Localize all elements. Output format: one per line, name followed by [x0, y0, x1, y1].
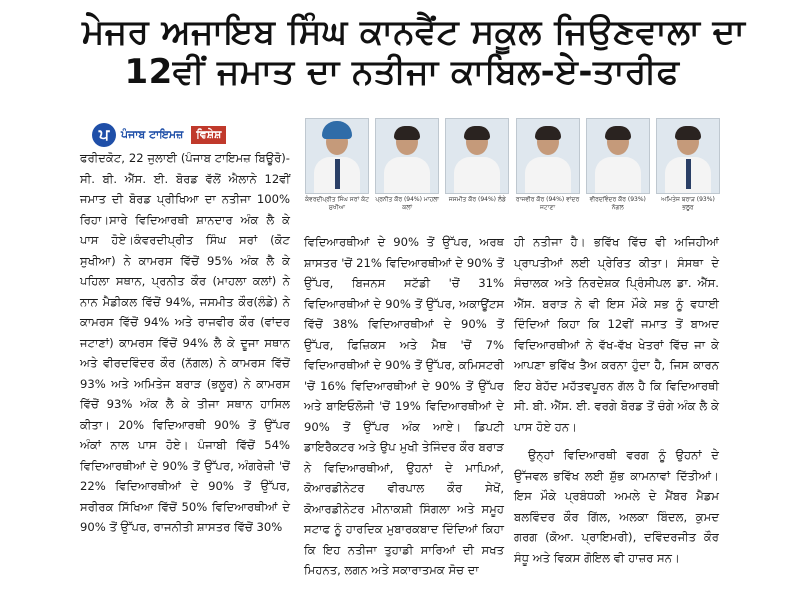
student-card: [656, 118, 720, 218]
article-text: ਉਨ੍ਹਾਂ ਵਿਦਿਆਰਥੀ ਵਰਗ ਨੂੰ ਉਹਨਾਂ ਦੇ ਉੱਜਵਲ ਭਵਿੱਖ ਲਈ ਸ਼ੁੱਭ ਕਾਮਨਾਵਾਂ ਦਿੱਤੀਆਂ। ਇਸ ਮੌਕੇ ਪ੍ਰਬੰਧਕੀ ਅਮਲੇ ਦੇ ਮੈਂਬਰ ਮੈਡਮ ਬਲਵਿੰਦਰ ਕੌਰ ਗਿੱਲ, ਅਲਕਾ ਬਿੰਦਲ, ਕੁਮਦ ਗਰਗ (ਕੋਆ. ਪ੍ਰਾਇਮਰੀ), ਦਵਿੰਦਰਜੀਤ ਕੌਰ ਸੰਧੂ ਅਤੇ ਵਿਕਸ ਗੋਇਲ ਵੀ ਹਾਜ਼ਰ ਸਨ।: [514, 448, 719, 565]
student-photo-icon: [656, 118, 720, 194]
special-badge: ਵਿਸ਼ੇਸ਼: [191, 126, 226, 144]
student-caption: ਅਮਿਤੇਜ ਬਰਾੜ (93%) ਭਲੂਰ: [661, 196, 715, 211]
article-column-1: [80, 148, 290, 538]
article-text: ਫਰੀਦਕੋਟ, 22 ਜੁਲਾਈ (ਪੰਜਾਬ ਟਾਇਮਜ਼ ਬਿਊਰੋ)- ਸੀ. ਬੀ. ਐੱਸ. ਈ. ਬੋਰਡ ਵੱਲੋਂ ਐਲਾਨੇ 12ਵੀਂ ਜਮਾਤ ਦੀ ਬੋਰਡ ਪ੍ਰੀਖਿਆ ਦਾ ਨਤੀਜਾ 100% ਰਿਹਾ।ਸਾਰੇ ਵਿਦਿਆਰਥੀ ਸ਼ਾਨਦਾਰ ਅੰਕ ਲੈ ਕੇ ਪਾਸ ਹੋਏ।ਕੰਵਰਦੀਪ੍ਰੀਤ ਸਿੰਘ ਸਰਾਂ (ਕੋਟ ਸੁਖੀਆ) ਨੇ ਕਾਮਰਸ ਵਿੱਚੋਂ 95% ਅੰਕ ਲੈ ਕੇ ਪਹਿਲਾ ਸਥਾਨ, ਪ੍ਰਨੀਤ ਕੌਰ (ਮਾਹਲਾ ਕਲਾਂ) ਨੇ ਨਾਨ ਮੈਡੀਕਲ ਵਿੱਚੋਂ 94%, ਜਸਮੀਤ ਕੌਰ(ਲੰਡੇ) ਨੇ ਕਾਮਰਸ ਵਿੱਚੋਂ 94% ਅਤੇ ਰਾਜਵੀਰ ਕੌਰ (ਵਾਂਦਰ ਜਟਾਣਾਂ) ਕਾਮਰਸ ਵਿੱਚੋਂ 94% ਲੈ ਕੇ ਦੂਜਾ ਸਥਾਨ ਅਤੇ ਵੀਰਦਵਿੰਦਰ ਕੌਰ (ਨੱਗਲ) ਨੇ ਕਾਮਰਸ ਵਿੱਚੋਂ 93% ਅਤੇ ਅਮਿਤੇਜ ਬਰਾੜ (ਭਲੂਰ) ਨੇ ਕਾਮਰਸ ਵਿੱਚੋਂ 93% ਅੰਕ ਲੈ ਕੇ ਤੀਜਾ ਸਥਾਨ ਹਾਸਿਲ ਕੀਤਾ। 20% ਵਿਦਿਆਰਥੀ 90% ਤੋਂ ਉੱਪਰ ਅੰਕਾਂ ਨਾਲ ਪਾਸ ਹੋਏ। ਪੰਜਾਬੀ ਵਿੱਚੋਂ 54% ਵਿਦਿਆਰਥੀਆਂ ਦੇ 90% ਤੋਂ ਉੱਪਰ, ਅੰਗਰੇਜ਼ੀ 'ਚੋਂ 22% ਵਿਦਿਆਰਥੀਆਂ ਦੇ 90% ਤੋਂ ਉੱਪਰ, ਸਰੀਰਕ ਸਿੱਖਿਆ ਵਿੱਚੋਂ 50% ਵਿਦਿਆਰਥੀਆਂ ਦੇ 90% ਤੋਂ ਉੱਪਰ, ਰਾਜਨੀਤੀ ਸ਼ਾਸਤਰ ਵਿੱਚੋਂ 30%: [80, 151, 290, 534]
newspaper-name: ਪੰਜਾਬ ਟਾਇਮਜ਼: [121, 128, 184, 141]
article-column-3: [514, 232, 719, 568]
newspaper-logo-icon: ਪ: [92, 123, 116, 147]
student-photo-icon: [586, 118, 650, 194]
student-card: [375, 118, 439, 218]
student-card: [516, 118, 580, 218]
student-photo-icon: [516, 118, 580, 194]
student-card: [305, 118, 369, 218]
student-caption: ਪ੍ਰਨੀਤ ਕੌਰ (94%) ਮਾਹਲਾ ਕਲਾਂ: [375, 196, 440, 211]
headline-line-2: 12ਵੀਂ ਜਮਾਤ ਦਾ ਨਤੀਜਾ ਕਾਬਿਲ-ਏ-ਤਾਰੀਫ: [124, 52, 680, 93]
article-column-2: [304, 232, 504, 581]
student-photo-icon: [445, 118, 509, 194]
student-caption: ਜਸਮੀਤ ਕੌਰ (94%) ਲੰਡੇ: [448, 196, 506, 203]
student-caption: ਵੀਰਦਵਿੰਦਰ ਕੌਰ (93%) ਨੱਗਲ: [589, 196, 646, 211]
turban-student-photo-icon: [305, 118, 369, 194]
student-photo-icon: [375, 118, 439, 194]
article-text: ਹੀ ਨਤੀਜਾ ਹੈ। ਭਵਿੱਖ ਵਿੱਚ ਵੀ ਅਜਿਹੀਆਂ ਪ੍ਰਾਪਤੀਆਂ ਲਈ ਪ੍ਰੇਰਿਤ ਕੀਤਾ। ਸੰਸਥਾ ਦੇ ਸੰਚਾਲਕ ਅਤੇ ਨਿਰਦੇਸ਼ਕ ਪ੍ਰਿੰਸੀਪਲ ਡਾ. ਐੱਸ. ਐੱਸ. ਬਰਾੜ ਨੇ ਵੀ ਇਸ ਮੌਕੇ ਸਭ ਨੂੰ ਵਧਾਈ ਦਿੰਦਿਆਂ ਕਿਹਾ ਕਿ 12ਵੀਂ ਜਮਾਤ ਤੋਂ ਬਾਅਦ ਵਿਦਿਆਰਥੀਆਂ ਨੇ ਵੱਖ-ਵੱਖ ਖੇਤਰਾਂ ਵਿੱਚ ਜਾ ਕੇ ਆਪਣਾ ਭਵਿੱਖ ਤੈਅ ਕਰਨਾ ਹੁੰਦਾ ਹੈ, ਜਿਸ ਕਾਰਨ ਇਹ ਬੇਹੱਦ ਮਹੱਤਵਪੂਰਨ ਗੱਲ ਹੈ ਕਿ ਵਿਦਿਆਰਥੀ ਸੀ. ਬੀ. ਐੱਸ. ਈ. ਵਰਗੇ ਬੋਰਡ ਤੋਂ ਚੰਗੇ ਅੰਕ ਲੈ ਕੇ ਪਾਸ ਹੋਏ ਹਨ।: [514, 235, 719, 434]
student-card: [586, 118, 650, 218]
article-text: ਵਿਦਿਆਰਥੀਆਂ ਦੇ 90% ਤੋਂ ਉੱਪਰ, ਅਰਥ ਸ਼ਾਸਤਰ 'ਚੋਂ 21% ਵਿਦਿਆਰਥੀਆਂ ਦੇ 90% ਤੋਂ ਉੱਪਰ, ਬਿਜਨਸ ਸਟੱਡੀ 'ਚੋਂ 31% ਵਿਦਿਆਰਥੀਆਂ ਦੇ 90% ਤੋਂ ਉੱਪਰ, ਅਕਾਊਂਟਸ ਵਿੱਚੋਂ 38% ਵਿਦਿਆਰਥੀਆਂ ਦੇ 90% ਤੋਂ ਉੱਪਰ, ਫਿਜ਼ਿਕਸ ਅਤੇ ਮੈਥ 'ਚੋਂ 7% ਵਿਦਿਆਰਥੀਆਂ ਦੇ 90% ਤੋਂ ਉੱਪਰ, ਕਮਿਸਟਰੀ 'ਚੋਂ 16% ਵਿਦਿਆਰਥੀਆਂ ਦੇ 90% ਤੋਂ ਉੱਪਰ ਅਤੇ ਬਾਇਓਲੋਜੀ 'ਚੋਂ 19% ਵਿਦਿਆਰਥੀਆਂ ਦੇ 90% ਤੋਂ ਉੱਪਰ ਅੰਕ ਆਏ। ਡਿਪਟੀ ਡਾਇਰੈਕਟਰ ਅਤੇ ਉਪ ਮੁਖੀ ਤੇਜਿੰਦਰ ਕੌਰ ਬਰਾੜ ਨੇ ਵਿਦਿਆਰਥੀਆਂ, ਉਹਨਾਂ ਦੇ ਮਾਪਿਆਂ, ਕੋਆਰਡੀਨੇਟਰ ਵੀਰਪਾਲ ਕੌਰ ਸੇਖੋਂ, ਕੋਆਰਡੀਨੇਟਰ ਮੀਨਾਕਸ਼ੀ ਸਿੰਗਲਾ ਅਤੇ ਸਮੂਹ ਸਟਾਫ ਨੂੰ ਹਾਰਦਿਕ ਮੁਬਾਰਕਬਾਦ ਦਿੰਦਿਆਂ ਕਿਹਾ ਕਿ ਇਹ ਨਤੀਜਾ ਤੁਹਾਡੀ ਸਾਰਿਆਂ ਦੀ ਸਖਤ ਮਿਹਨਤ, ਲਗਨ ਅਤੇ ਸਕਾਰਾਤਮਕ ਸੋਚ ਦਾ: [304, 235, 504, 577]
masthead: [92, 122, 226, 148]
student-photos: [305, 118, 720, 218]
headline-line-1: ਮੇਜਰ ਅਜਾਇਬ ਸਿੰਘ ਕਾਨਵੈਂਟ ਸਕੂਲ ਜਿਉਣਵਾਲਾ ਦਾ: [82, 12, 746, 52]
student-caption: ਰਾਜਵੀਰ ਕੌਰ (94%) ਵਾਂਦਰ ਜਟਾਣਾ: [515, 196, 580, 211]
student-card: [445, 118, 509, 218]
headline: [82, 12, 746, 93]
student-caption: ਕੰਵਰਦੀਪ੍ਰੀਤ ਸਿੰਘ ਸਰਾਂ ਕੋਟ ਸੁਖੀਆ: [304, 196, 370, 211]
